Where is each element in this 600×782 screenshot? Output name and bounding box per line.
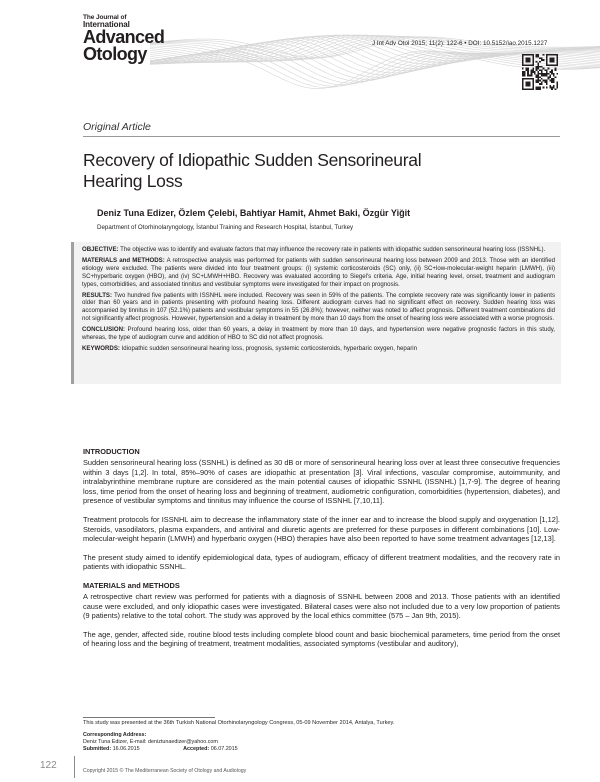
logo-line-1: The Journal of [83,14,127,21]
dates-line [83,746,238,753]
correspondence-heading: Corresponding Address: [83,732,147,738]
introduction-paragraph-2: Treatment protocols for ISSNHL aim to decrease the inflammatory state of the inner ear and to increase the blood supply and oxygenation [1,12]. Steroids, vasodilators, plasma expanders, and antiviral and diuretic agents are preferred for these purposes in different combinations [10]. Low-molecular-weight heparin (LMWH) and hyperbaric oxygen (HBO) therapies have also been reported to have some treatment advantages [12,13]. [83,514,560,544]
presentation-footnote: This study was presented at the 36th Turkish National Otorhinolaryngology Congress, 05-09 November 2014, Antalya, Turkey. [83,720,395,726]
introduction-heading: INTRODUCTION [83,447,140,456]
article-type: Original Article [83,121,151,133]
abstract-methods-text: A retrospective analysis was performed for patients with sudden sensorineural hearing loss between 2009 and 2013. Those with an identified etiology were excluded. The patients were divided into four treatment groups: (i) systemic corticosteroids (SC) only, (ii) SC+low-molecular-weight heparin (LMWH), (iii) SC+hyperbaric oxygen (HBO), and (iv) SC+LMWH+HBO. Recovery was evaluated according to Siegel's criteria. Age, initial hearing level, onset, treatment and audiogram types, comorbidities, and associated tinnitus and vestibular symptoms were investigated for their impact on prognosis. [82,256,556,288]
abstract-conclusion [82,326,555,342]
abstract-results-text: Two hundred five patients with ISSNHL were included. Recovery was seen in 59% of the patients. The complete recovery rate was significantly lower in patients older than 60 years and in patients presenting with profound hearing loss. Different audiogram curves had no significant effect on recovery. Sudden hearing loss was accompanied by tinnitus in 107 (52.1%) patients and vestibular symptoms in 55 (26.8%); however, neither was noted to affect prognosis. Different treatment combinations did not significantly affect prognosis. However, hypertension and a delay in treatment by more than 10 days from the onset of hearing loss were associated with a worse prognosis. [82,291,555,323]
logo-line-4: Otology [83,44,147,64]
abstract-methods [82,257,555,289]
correspondence-line: Deniz Tuna Edizer, E-mail: deniztunaedizer@yahoo.com [83,738,218,745]
logo-line-2: International [83,20,130,29]
page-number: 122 [40,760,57,771]
qr-code-icon [522,54,558,90]
page-number-divider [74,756,75,778]
article-title [83,150,553,192]
footnote-divider [83,717,215,718]
methods-paragraph-2: The age, gender, affected side, routine blood tests including complete blood count and basic biochemical parameters, time period from the onset of hearing loss and the begining of treatment, treatment modalities, associated symptoms (vestibular and auditory), [83,629,560,649]
abstract-keywords-heading: KEYWORDS: [82,344,120,352]
citation-line: J Int Adv Otol 2015; 11(2): 122-6 • DOI: 10.5152/iao.2015.1227 [372,40,548,47]
abstract-keywords [82,345,555,353]
author-list: Deniz Tuna Edizer, Özlem Çelebi, Bahtiyar Hamit, Ahmet Baki, Özgür Yiğit [97,208,411,218]
affiliation: Department of Otorhinolaryngology, İstanbul Training and Research Hospital, İstanbul, Turkey [97,224,354,231]
abstract-results-heading: RESULTS: [82,291,113,299]
abstract-methods-heading: MATERIALS and METHODS: [82,256,165,264]
abstract-keywords-text: Idiopathic sudden sensorineural hearing loss, prognosis, systemic corticosteroids, hyperbaric oxygen, heparin [119,344,417,352]
title-line-1: Recovery of Idiopathic Sudden Sensorineural [83,150,422,170]
logo-line-3: Advanced [83,27,165,47]
methods-heading: MATERIALS and METHODS [83,580,180,590]
copyright-notice: Copyright 2015 © The Mediterranean Society of Otology and Audiology [83,768,247,774]
submitted-date: 16.06.2015 [111,745,140,752]
introduction-paragraph-3: The present study aimed to identify epidemiological data, types of audiogram, efficacy of different treatment modalities, and the recovery rate in patients with idiopathic SSNHL. [83,552,560,572]
abstract-box [71,242,561,384]
submitted-label: Submitted: [83,745,112,752]
article-body [83,447,560,658]
abstract-objective [82,246,555,254]
methods-paragraph-1: A retrospective chart review was performed for patients with a diagnosis of SSNHL between 2008 and 2013. Those patients with an identified cause were excluded, and only idiopathic cases were investigated. Bilateral cases were also not included due to a very low proportion of patients (9 patients) relative to the total cohort. The study was approved by the local ethics committee (575 – Jan 9th, 2015). [83,591,560,621]
header-divider [83,136,560,137]
journal-logo [83,14,165,64]
accepted-date: 06.07.2015 [209,745,238,752]
abstract-objective-text: The objective was to identify and evaluate factors that may influence the recovery rate in patients with idiopathic sudden sensorineural hearing loss (ISSNHL). [118,246,546,253]
abstract-conclusion-text: Profound hearing loss, older than 60 years, a delay in treatment by more than 10 days, and hypertension were negative prognostic factors in this study, whereas, the type of audiogram curve and addition of HBO to SC did not affect prognosis. [82,326,555,342]
introduction-paragraph-1: Sudden sensorineural hearing loss (SSNHL) is defined as 30 dB or more of sensorineural hearing loss over at least three consecutive frequencies within 3 days [1,2]. In total, 85%–90% of cases are idiopathic at presentation [3]. Viral infections, vascular compromise, autoimmunity, and intralabyrinthine membrane rupture are considered as the main potential causes of idiopathic SSNHL (ISSNHL) [1,7-9]. The degree of hearing loss, time period from the onset of hearing loss and beginning of treatment, audiometric configuration, comorbidities (hypertension, diabetes), and presence of vestibular symptoms and tinnitus may influence the course of ISSNHL [7,10,11]. [83,458,560,506]
abstract-results [82,292,555,324]
abstract-conclusion-heading: CONCLUSION: [82,326,125,334]
correspondence-block [83,732,238,753]
accepted-label: Accepted: [183,745,210,752]
abstract-objective-heading: OBJECTIVE: [82,246,119,253]
title-line-2: Hearing Loss [83,171,183,191]
